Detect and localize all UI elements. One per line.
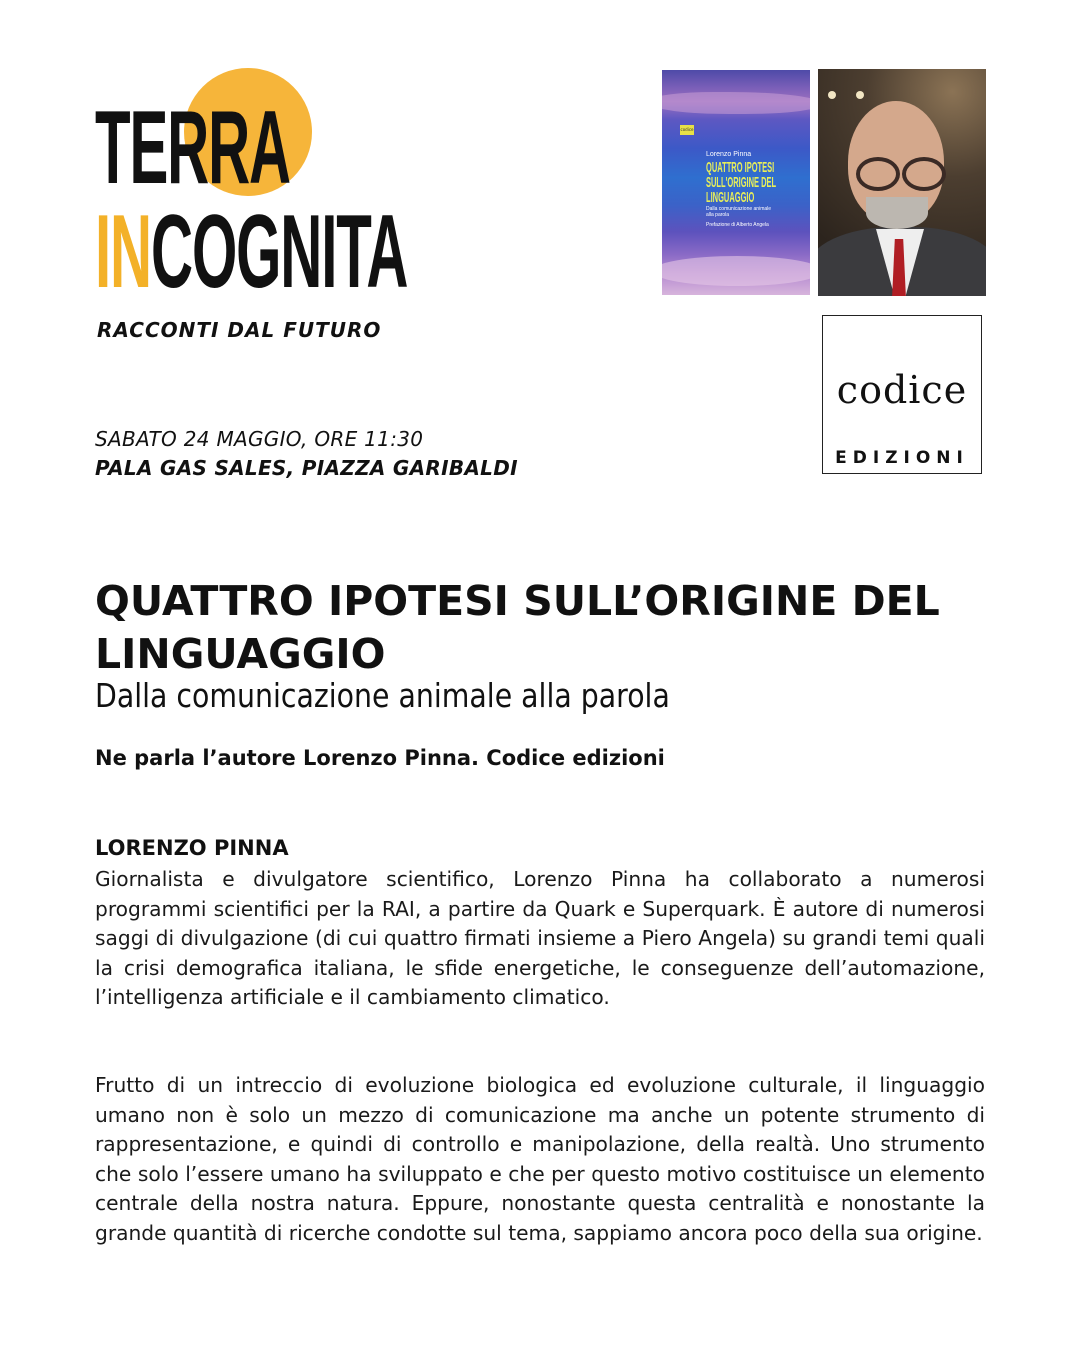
publisher-logo [822, 315, 982, 474]
event-date: SABATO 24 MAGGIO, ORE 11:30 [95, 427, 424, 451]
cover-author: Lorenzo Pinna [706, 151, 752, 158]
book-description: Frutto di un intreccio di evoluzione biologica ed evoluzione culturale, il linguaggio umano non è solo un mezzo di comunicazione ma anche un potente strumento di rappresentazione, e quindi di controllo e manipolazione, della realtà. Uno strumento che solo l’essere umano ha sviluppato e che per questo motivo costituisce un elemento centrale della nostra natura. Eppure, nonostante questa centralità e nonostante la grande quantità di ricerche condotte sul tema, sappiamo ancora poco della sua origine. [95, 1073, 985, 1245]
cover-publisher-seal: codice [680, 125, 694, 135]
cover-preface: Prefazione di Alberto Angela [706, 222, 769, 228]
photo-glasses-left [856, 157, 900, 191]
book-cover-image [662, 70, 810, 295]
author-bio: Giornalista e divulgatore scientifico, Lorenzo Pinna ha collaborato a numerosi programmi scientifici per la RAI, a partire da Quark e Superquark. È autore di numerosi saggi di divulgazione (di cui quattro firmati insieme a Piero Angela) su grandi temi quali la crisi demografica italiana, le sfide energetiche, le conseguenze dell’automazione, l’intelligenza artificiale e il cambiamento climatico. [95, 867, 985, 1009]
photo-light [856, 91, 864, 99]
photo-beard [866, 197, 928, 229]
talk-lead: Ne parla l’autore Lorenzo Pinna. Codice edizioni [95, 746, 665, 770]
publisher-logo-name: codice [836, 368, 968, 412]
publisher-logo-sub: EDIZIONI [835, 448, 969, 468]
cover-brush-bottom [662, 256, 810, 286]
logo-word-cognita: COGNITA [151, 194, 408, 310]
logo-word-incognita [95, 194, 408, 310]
photo-light [828, 91, 836, 99]
author-name: LORENZO PINNA [95, 836, 289, 860]
author-photo [818, 69, 986, 296]
logo-tagline: RACCONTI DAL FUTURO [97, 318, 382, 342]
cover-title: QUATTRO IPOTESI SULL'ORIGINE DEL LINGUAGGIO [706, 159, 776, 206]
talk-title: QUATTRO IPOTESI SULL’ORIGINE DEL LINGUAGGIO [95, 577, 940, 678]
logo-accent-in: IN [95, 194, 151, 310]
cover-subtitle: Dalla comunicazione animale alla parola [706, 206, 772, 218]
cover-brush-top [662, 92, 810, 114]
photo-glasses-right [902, 157, 946, 191]
event-place: PALA GAS SALES, PIAZZA GARIBALDI [95, 456, 518, 480]
logo-word-terra: TERRA [95, 90, 291, 206]
talk-subtitle: Dalla comunicazione animale alla parola [95, 676, 670, 715]
